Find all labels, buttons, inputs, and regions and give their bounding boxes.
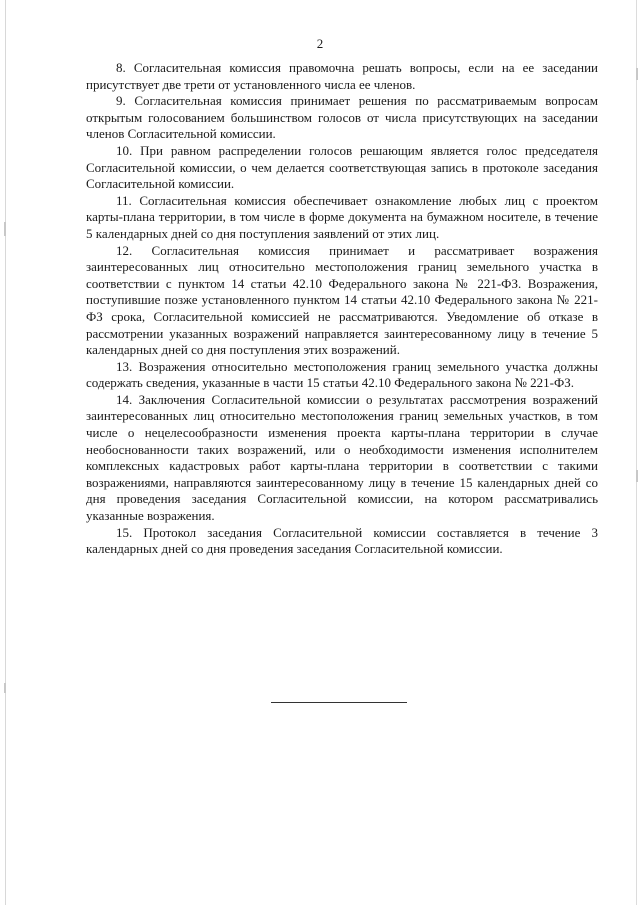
- scan-edge-right: [636, 0, 637, 905]
- paragraph-8: 8. Согласительная комиссия правомочна решать вопросы, если на ее заседании присутствует две трети от установленного числа ее членов.: [86, 60, 598, 92]
- paragraph-13: 13. Возражения относительно местоположения границ земельного участка должны содержать сведения, указанные в части 15 статьи 42.10 Федерального закона № 221-ФЗ.: [86, 358, 598, 391]
- scan-mark: [4, 222, 6, 236]
- paragraph-15: 15. Протокол заседания Согласительной комиссии составляется в течение 3 календарных дней со дня проведения заседания Согласительной комиссии.: [86, 524, 598, 557]
- paragraph-14: 14. Заключения Согласительной комиссии о результатах рассмотрения возражений заинтересованных лиц относительно местоположения границ земельных участков, в том числе о нецелесообразности изменения проекта карты-плана территории в случае необоснованности таких возражений, или о необходимости изменения исполнителем комплексных кадастровых работ карты-плана территории в соответствии с такими возражениями, направляются заинтересованному лицу в течение 15 календарных дней со дня проведения заседания Согласительной комиссии, на котором рассматривались указанные возражения.: [86, 391, 598, 524]
- scan-mark: [4, 683, 6, 693]
- scan-mark: [636, 68, 638, 80]
- scan-edge-left: [5, 0, 6, 905]
- paragraph-9: 9. Согласительная комиссия принимает решения по рассматриваемым вопросам открытым голосованием большинством голосов от числа присутствующих на заседании членов Согласительной комиссии.: [86, 93, 598, 142]
- paragraph-10: 10. При равном распределении голосов решающим является голос председателя Согласительной комиссии, о чем делается соответствующая запись в протоколе заседания Согласительной комиссии.: [86, 142, 598, 192]
- document-body: [86, 60, 598, 558]
- page-number: 2: [316, 36, 324, 51]
- scan-mark: [636, 470, 638, 482]
- paragraph-12: 12. Согласительная комиссия принимает и рассматривает возражения заинтересованных лиц относительно местоположения границ земельного участка в соответствии с пунктом 14 статьи 42.10 Федерального закона № 221-ФЗ. Возражения, поступившие позже установленного пунктом 14 статьи 42.10 Федерального закона № 221-ФЗ срока, Согласительной комиссией не рассматриваются. Уведомление об отказе в рассмотрении указанных возражений направляется заинтересованному лицу в течение 5 календарных дней со дня поступления этих возражений.: [86, 242, 598, 358]
- paragraph-11: 11. Согласительная комиссия обеспечивает ознакомление любых лиц с проектом карты-плана территории, в том числе в форме документа на бумажном носителе, в течение 5 календарных дней со дня поступления заявлений от этих лиц.: [86, 192, 598, 241]
- closing-rule: [271, 702, 407, 703]
